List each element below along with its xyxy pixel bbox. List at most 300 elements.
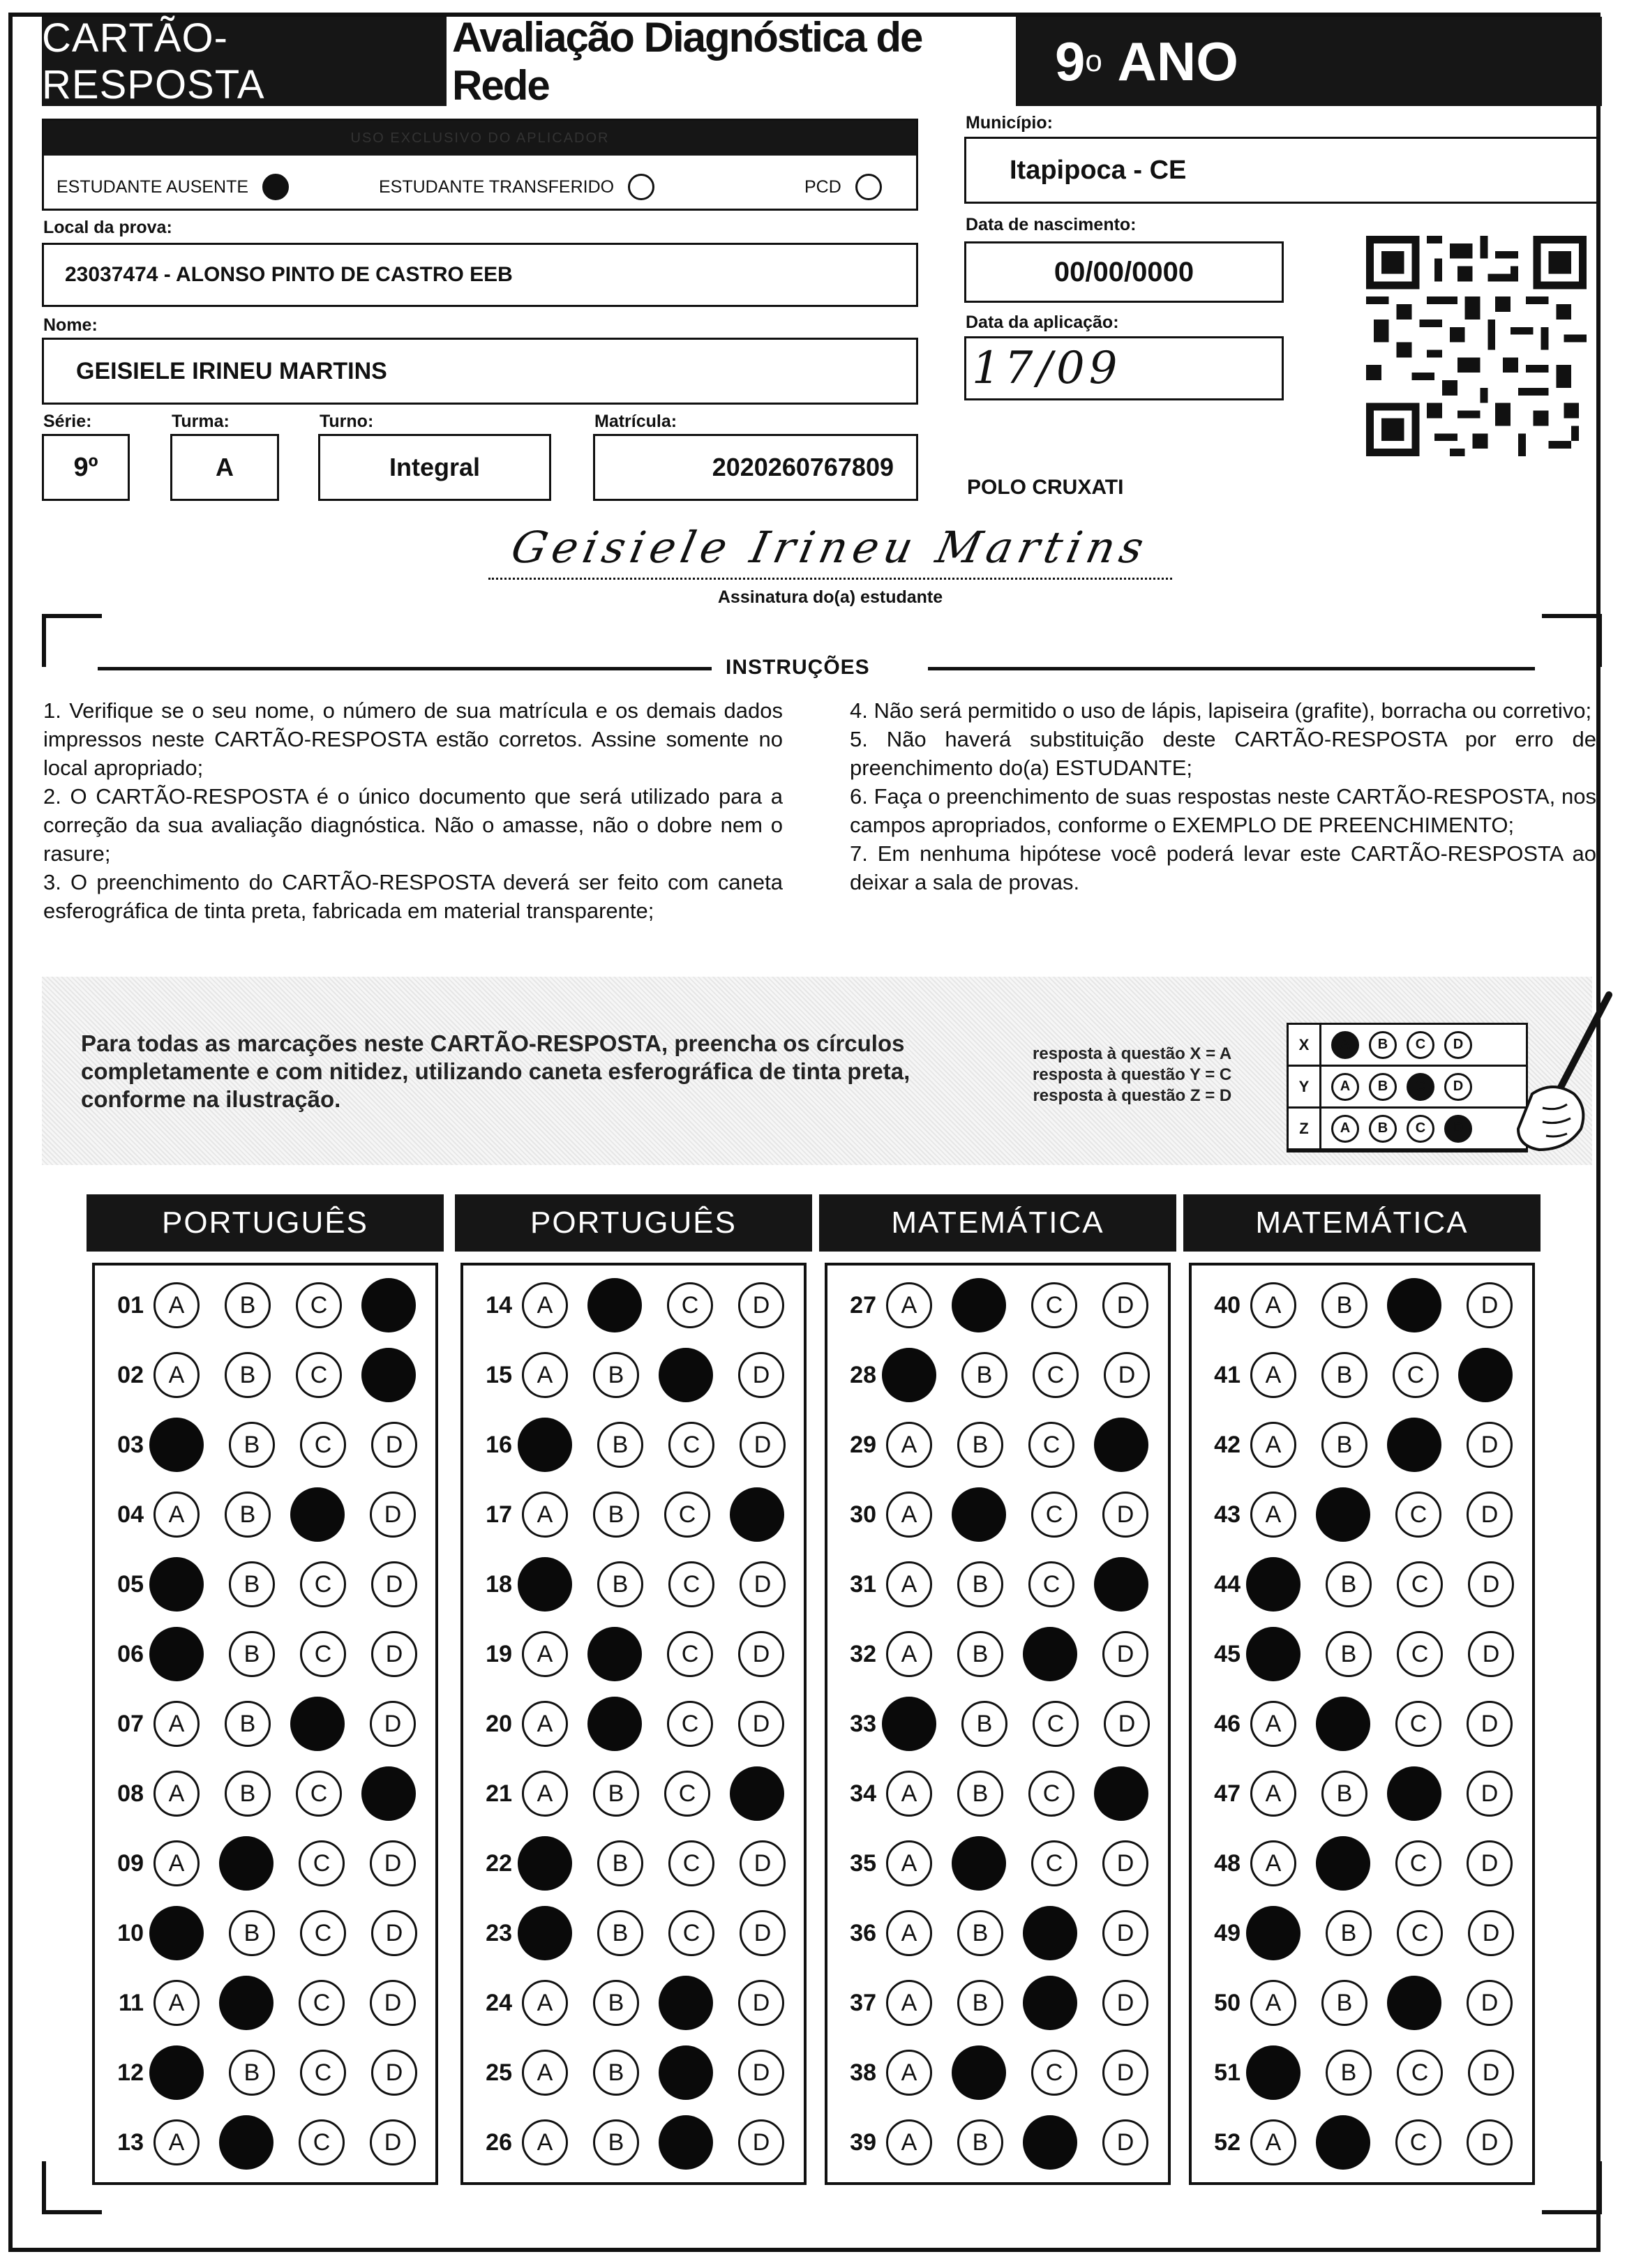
answer-bubble-b[interactable]: B — [593, 1980, 639, 2026]
answer-bubble-a[interactable]: A — [1250, 2119, 1296, 2165]
answer-bubble-a[interactable]: A — [153, 1840, 200, 1886]
question-number: 35 — [850, 1849, 876, 1877]
answer-bubble-c[interactable]: C — [299, 1840, 345, 1886]
answer-bubble-b[interactable]: B — [593, 2050, 639, 2096]
question-row — [95, 2115, 416, 2170]
answer-bubble-c[interactable]: C — [1397, 1910, 1443, 1956]
answer-bubble-b[interactable] — [1316, 1487, 1370, 1542]
answer-bubble-c[interactable]: C — [664, 1492, 710, 1538]
answer-bubble-d[interactable]: D — [370, 1701, 416, 1747]
answer-bubble-a[interactable]: A — [522, 1771, 568, 1817]
answer-bubble-b[interactable] — [1316, 2115, 1370, 2170]
answer-bubble-c[interactable] — [290, 1697, 345, 1751]
question-row — [95, 1976, 416, 2030]
answer-bubble-b[interactable]: B — [957, 2119, 1003, 2165]
answer-bubble-b[interactable] — [1316, 1836, 1370, 1891]
name-label: Nome: — [43, 315, 98, 335]
instructions-rule-left — [98, 667, 712, 670]
answer-bubble-c[interactable]: C — [299, 1980, 345, 2026]
answer-bubble-b[interactable]: B — [593, 1771, 639, 1817]
question-number: 39 — [850, 2128, 876, 2156]
answer-bubble-b[interactable]: B — [1321, 1282, 1367, 1328]
answer-bubble-d[interactable]: D — [1467, 1701, 1513, 1747]
answer-bubble-b[interactable] — [952, 1836, 1006, 1891]
answer-bubble-c[interactable]: C — [1395, 1840, 1441, 1886]
answer-bubble-c[interactable]: C — [667, 1282, 713, 1328]
answer-bubble-b[interactable]: B — [1321, 1422, 1367, 1468]
answer-bubble-d[interactable]: D — [1102, 1631, 1148, 1677]
application-date-label: Data da aplicação: — [966, 313, 1119, 332]
answer-bubble-c[interactable] — [659, 2045, 713, 2100]
instruction-item: 1. Verifique se o seu nome, o número de sua matrícula e os demais dados impressos neste CARTÃO-RESPOSTA estão corretos. Assine somente no local apropriado; — [43, 698, 783, 780]
answer-bubble-d[interactable]: D — [738, 2119, 784, 2165]
answer-bubble-d[interactable]: D — [1102, 2119, 1148, 2165]
answer-bubble-d[interactable]: D — [738, 1701, 784, 1747]
answer-bubble-b[interactable]: B — [957, 1561, 1003, 1607]
fill-example-grid — [1287, 1023, 1528, 1152]
answer-bubble-b[interactable] — [219, 2115, 273, 2170]
question-row — [95, 1487, 416, 1542]
answer-bubble-d[interactable]: D — [1468, 2050, 1514, 2096]
answer-bubble-d[interactable] — [1094, 1557, 1148, 1612]
legend-item: resposta à questão Z = D — [1033, 1086, 1232, 1105]
answer-bubble-d[interactable]: D — [1102, 2050, 1148, 2096]
answer-bubble-a[interactable]: A — [886, 2119, 932, 2165]
answer-bubble-d[interactable]: D — [740, 1910, 786, 1956]
instruction-item: 6. Faça o preenchimento de suas respostas neste CARTÃO-RESPOSTA, nos campos apropriados, conforme o EXEMPLO DE PREENCHIMENTO; — [850, 784, 1596, 837]
answer-bubble-d[interactable]: D — [738, 1980, 784, 2026]
answer-bubble-a[interactable]: A — [886, 1492, 932, 1538]
answer-bubble-d[interactable]: D — [1102, 1282, 1148, 1328]
answer-bubble-b[interactable] — [587, 1697, 642, 1751]
answer-bubble-d[interactable] — [361, 1278, 416, 1332]
answer-bubble-c[interactable]: C — [1033, 1352, 1079, 1398]
question-number: 43 — [1214, 1501, 1241, 1528]
answer-bubble-d[interactable]: D — [371, 1422, 417, 1468]
answer-bubble-b[interactable]: B — [957, 1422, 1003, 1468]
answer-bubble-d[interactable]: D — [1467, 1492, 1513, 1538]
answer-bubble-c[interactable]: C — [299, 2119, 345, 2165]
answer-bubble-a[interactable]: A — [153, 2119, 200, 2165]
answer-bubble-a[interactable]: A — [522, 1980, 568, 2026]
question-row — [1192, 1487, 1513, 1542]
answer-bubble-d[interactable]: D — [1102, 1492, 1148, 1538]
answer-bubble-b[interactable] — [219, 1836, 273, 1891]
answer-bubble-a[interactable] — [1246, 1627, 1301, 1681]
answer-bubble-a[interactable]: A — [522, 1631, 568, 1677]
answer-bubble-a[interactable]: A — [153, 1701, 200, 1747]
answer-bubble-a[interactable]: A — [886, 1840, 932, 1886]
answer-bubble-c[interactable]: C — [668, 1910, 714, 1956]
question-row — [463, 1418, 786, 1472]
answer-bubble-d[interactable]: D — [1467, 1282, 1513, 1328]
grade-ordinal: o — [1085, 44, 1102, 78]
answer-bubble-d[interactable] — [361, 1348, 416, 1402]
question-number: 50 — [1214, 1989, 1241, 2016]
example-row — [1289, 1067, 1526, 1109]
question-row — [827, 2115, 1148, 2170]
answer-bubble-b[interactable]: B — [597, 1840, 643, 1886]
instruction-item: 5. Não haverá substituição deste CARTÃO-RESPOSTA por erro de preenchimento do(a) ESTUDANTE; — [850, 727, 1596, 780]
example-row — [1289, 1025, 1526, 1067]
answer-bubble-b[interactable] — [952, 2045, 1006, 2100]
question-row — [827, 1976, 1148, 2030]
answer-bubble-d[interactable] — [730, 1766, 784, 1821]
answer-bubble-b[interactable]: B — [229, 2050, 275, 2096]
answer-bubble-a[interactable]: A — [522, 1352, 568, 1398]
instructions-rule-right — [928, 667, 1535, 670]
applicator-bar-text: USO EXCLUSIVO DO APLICADOR — [350, 130, 610, 146]
question-row — [463, 1487, 784, 1542]
answer-bubble-a[interactable]: A — [1250, 1840, 1296, 1886]
pcd-option[interactable] — [804, 174, 882, 200]
answer-bubble-c[interactable]: C — [1031, 2050, 1077, 2096]
answer-bubble-a[interactable] — [149, 1627, 204, 1681]
bracket-top-left — [42, 614, 102, 667]
answer-bubble-b[interactable]: B — [1326, 2050, 1372, 2096]
answer-bubble-b[interactable]: B — [597, 1910, 643, 1956]
question-row — [463, 1906, 786, 1960]
question-number: 22 — [486, 1849, 512, 1877]
answer-bubble-b[interactable]: B — [593, 2119, 639, 2165]
question-number: 21 — [486, 1780, 512, 1807]
answer-bubble-b[interactable]: B — [229, 1422, 275, 1468]
example-bubble: B — [1369, 1115, 1397, 1143]
answer-bubble-d[interactable]: D — [1467, 2119, 1513, 2165]
answer-bubble-a[interactable] — [1246, 1557, 1301, 1612]
answer-bubble-a[interactable]: A — [153, 1282, 200, 1328]
answer-bubble-c[interactable]: C — [1397, 1631, 1443, 1677]
answer-bubble-c[interactable]: C — [1395, 1701, 1441, 1747]
answer-bubble-b[interactable]: B — [225, 1352, 271, 1398]
instructions-right-column — [850, 696, 1596, 896]
answer-bubble-d[interactable]: D — [1467, 1980, 1513, 2026]
question-row — [1192, 1627, 1514, 1681]
question-row — [1192, 1348, 1513, 1402]
example-bubble: C — [1407, 1031, 1434, 1059]
question-row — [95, 1418, 417, 1472]
answer-bubble-d[interactable] — [1458, 1348, 1513, 1402]
question-number: 27 — [850, 1291, 876, 1319]
answer-bubble-d[interactable]: D — [1102, 1980, 1148, 2026]
legend-item: resposta à questão Y = C — [1033, 1065, 1232, 1084]
answer-bubble-b[interactable]: B — [961, 1701, 1007, 1747]
answer-bubble-b[interactable]: B — [593, 1352, 639, 1398]
answer-bubble-b[interactable]: B — [1321, 1352, 1367, 1398]
answer-bubble-a[interactable] — [518, 1418, 572, 1472]
question-number: 07 — [117, 1710, 144, 1737]
answer-bubble-a[interactable]: A — [522, 2050, 568, 2096]
question-number: 49 — [1214, 1919, 1241, 1946]
question-number: 45 — [1214, 1640, 1241, 1667]
answer-bubble-d[interactable]: D — [370, 2119, 416, 2165]
answer-bubble-b[interactable]: B — [1321, 1980, 1367, 2026]
grade-word: ANO — [1117, 30, 1238, 92]
municipio-field: Itapipoca - CE — [964, 137, 1601, 204]
answer-bubble-c[interactable] — [659, 1348, 713, 1402]
answer-bubble-a[interactable] — [518, 1557, 572, 1612]
question-row — [1192, 2045, 1514, 2100]
answer-column — [1189, 1263, 1535, 2185]
answer-bubble-a[interactable]: A — [1250, 1492, 1296, 1538]
question-row — [1192, 1697, 1513, 1751]
answer-bubble-b[interactable]: B — [957, 1980, 1003, 2026]
answer-bubble-d[interactable] — [1094, 1766, 1148, 1821]
transferred-radio[interactable] — [628, 174, 654, 200]
answer-bubble-a[interactable] — [149, 2045, 204, 2100]
answer-bubble-c[interactable]: C — [300, 1561, 346, 1607]
answer-bubble-c[interactable]: C — [1397, 2050, 1443, 2096]
answer-bubble-a[interactable]: A — [153, 1352, 200, 1398]
question-row — [1192, 1557, 1514, 1612]
answer-bubble-c[interactable]: C — [1031, 1840, 1077, 1886]
answer-bubble-b[interactable] — [952, 1278, 1006, 1332]
answer-bubble-d[interactable]: D — [740, 1561, 786, 1607]
answer-bubble-c[interactable] — [1023, 2115, 1077, 2170]
answer-bubble-d[interactable]: D — [738, 1282, 784, 1328]
answer-bubble-d[interactable]: D — [738, 2050, 784, 2096]
answer-bubble-d[interactable] — [730, 1487, 784, 1542]
question-row — [463, 2045, 784, 2100]
answer-bubble-a[interactable]: A — [153, 1492, 200, 1538]
answer-bubble-d[interactable]: D — [1467, 1771, 1513, 1817]
answer-bubble-c[interactable] — [1387, 1766, 1441, 1821]
answer-bubble-c[interactable]: C — [667, 1701, 713, 1747]
answer-bubble-c[interactable] — [659, 1976, 713, 2030]
answer-bubble-c[interactable]: C — [1031, 1492, 1077, 1538]
answer-bubble-b[interactable]: B — [225, 1492, 271, 1538]
answer-bubble-a[interactable] — [1246, 1906, 1301, 1960]
answer-bubble-b[interactable] — [219, 1976, 273, 2030]
example-row-label: X — [1289, 1025, 1321, 1065]
bracket-bottom-right — [1542, 2161, 1602, 2214]
answer-bubble-b[interactable] — [1316, 1697, 1370, 1751]
answer-bubble-d[interactable]: D — [1104, 1701, 1150, 1747]
answer-bubble-a[interactable]: A — [886, 1422, 932, 1468]
answer-bubble-b[interactable]: B — [957, 1910, 1003, 1956]
question-row — [463, 1627, 784, 1681]
answer-bubble-b[interactable]: B — [225, 1282, 271, 1328]
question-number: 23 — [486, 1919, 512, 1946]
answer-bubble-c[interactable]: C — [296, 1282, 342, 1328]
question-row — [95, 1348, 416, 1402]
answer-bubble-d[interactable]: D — [740, 1422, 786, 1468]
answer-bubble-a[interactable] — [518, 1906, 572, 1960]
answer-bubble-d[interactable]: D — [738, 1352, 784, 1398]
answer-bubble-a[interactable]: A — [886, 1910, 932, 1956]
answer-bubble-a[interactable]: A — [1250, 1701, 1296, 1747]
answer-bubble-c[interactable]: C — [664, 1771, 710, 1817]
answer-bubble-c[interactable] — [1023, 1976, 1077, 2030]
answer-bubble-a[interactable] — [1246, 2045, 1301, 2100]
answer-bubble-d[interactable]: D — [1102, 1840, 1148, 1886]
answer-bubble-d[interactable]: D — [371, 1910, 417, 1956]
transferred-option[interactable] — [379, 174, 654, 200]
answer-bubble-d[interactable]: D — [370, 1980, 416, 2026]
answer-bubble-b[interactable]: B — [961, 1352, 1007, 1398]
answer-bubble-b[interactable]: B — [597, 1422, 643, 1468]
answer-bubble-a[interactable]: A — [522, 1701, 568, 1747]
signature-handwriting: Geisiele Irineu Martins — [507, 522, 1154, 573]
answer-bubble-a[interactable]: A — [1250, 1771, 1296, 1817]
question-row — [95, 1278, 416, 1332]
answer-bubble-a[interactable]: A — [886, 2050, 932, 2096]
example-bubble: A — [1331, 1031, 1359, 1059]
absent-option[interactable] — [57, 174, 289, 200]
question-number: 28 — [850, 1361, 876, 1388]
matricula-label: Matrícula: — [594, 412, 677, 431]
answer-bubble-d[interactable]: D — [371, 2050, 417, 2096]
answer-bubble-b[interactable]: B — [229, 1910, 275, 1956]
signature-area[interactable] — [488, 522, 1172, 585]
answer-bubble-c[interactable]: C — [1395, 1492, 1441, 1538]
legend-item: resposta à questão X = A — [1033, 1044, 1232, 1063]
fill-example-panel — [42, 977, 1592, 1165]
answer-bubble-a[interactable]: A — [522, 1492, 568, 1538]
answer-bubble-d[interactable]: D — [1468, 1631, 1514, 1677]
instructions-title: INSTRUÇÕES — [726, 656, 870, 679]
answer-bubble-b[interactable]: B — [225, 1771, 271, 1817]
answer-bubble-d[interactable]: D — [1102, 1910, 1148, 1956]
answer-bubble-b[interactable] — [587, 1627, 642, 1681]
answer-bubble-a[interactable]: A — [886, 1980, 932, 2026]
question-row — [463, 2115, 784, 2170]
answer-bubble-a[interactable]: A — [153, 1980, 200, 2026]
question-number: 46 — [1214, 1710, 1241, 1737]
answer-column — [825, 1263, 1171, 2185]
answer-bubble-c[interactable]: C — [1397, 1561, 1443, 1607]
question-number: 38 — [850, 2059, 876, 2086]
question-number: 06 — [117, 1640, 144, 1667]
answer-bubble-b[interactable]: B — [225, 1701, 271, 1747]
answer-bubble-d[interactable]: D — [740, 1840, 786, 1886]
answer-bubble-b[interactable]: B — [229, 1561, 275, 1607]
answer-bubble-c[interactable] — [1023, 1627, 1077, 1681]
answer-bubble-c[interactable]: C — [300, 1631, 346, 1677]
answer-bubble-d[interactable]: D — [370, 1492, 416, 1538]
question-number: 01 — [117, 1291, 144, 1319]
absent-radio[interactable] — [262, 174, 289, 200]
answer-bubble-a[interactable]: A — [1250, 1282, 1296, 1328]
answer-bubble-a[interactable] — [149, 1557, 204, 1612]
question-row — [95, 1906, 417, 1960]
answer-bubble-b[interactable]: B — [1326, 1910, 1372, 1956]
answer-bubble-b[interactable]: B — [1326, 1561, 1372, 1607]
answer-bubble-b[interactable]: B — [957, 1631, 1003, 1677]
answer-bubble-c[interactable]: C — [668, 1422, 714, 1468]
answer-bubble-d[interactable]: D — [1104, 1352, 1150, 1398]
instruction-item: 7. Em nenhuma hipótese você poderá levar este CARTÃO-RESPOSTA ao deixar a sala de provas. — [850, 841, 1596, 894]
answer-bubble-c[interactable]: C — [667, 1631, 713, 1677]
answer-bubble-b[interactable] — [587, 1278, 642, 1332]
answer-column — [92, 1263, 438, 2185]
pcd-radio[interactable] — [855, 174, 882, 200]
answer-bubble-b[interactable] — [952, 1487, 1006, 1542]
question-row — [463, 1766, 784, 1821]
answer-bubble-a[interactable]: A — [522, 1282, 568, 1328]
answer-bubble-d[interactable]: D — [738, 1631, 784, 1677]
answer-bubble-c[interactable] — [1387, 1418, 1441, 1472]
answer-bubble-c[interactable]: C — [296, 1771, 342, 1817]
local-label: Local da prova: — [43, 218, 172, 237]
answer-bubble-a[interactable] — [149, 1906, 204, 1960]
answer-bubble-d[interactable] — [1094, 1418, 1148, 1472]
question-row — [827, 1906, 1148, 1960]
answer-bubble-a[interactable]: A — [886, 1631, 932, 1677]
answer-bubble-a[interactable]: A — [153, 1771, 200, 1817]
answer-bubble-c[interactable] — [1387, 1976, 1441, 2030]
answer-bubble-b[interactable]: B — [593, 1492, 639, 1538]
answer-bubble-c[interactable]: C — [1393, 1352, 1439, 1398]
answer-bubble-c[interactable] — [659, 2115, 713, 2170]
answer-bubble-c[interactable]: C — [1033, 1701, 1079, 1747]
answer-bubble-c[interactable] — [1023, 1906, 1077, 1960]
applicator-status-box — [42, 119, 918, 211]
answer-bubble-a[interactable]: A — [1250, 1980, 1296, 2026]
answer-bubble-d[interactable]: D — [1468, 1561, 1514, 1607]
answer-bubble-b[interactable]: B — [1321, 1771, 1367, 1817]
answer-bubble-a[interactable] — [882, 1697, 936, 1751]
question-number: 09 — [117, 1849, 144, 1877]
question-row — [1192, 1766, 1513, 1821]
example-row-label: Y — [1289, 1067, 1321, 1106]
answer-bubble-c[interactable]: C — [668, 1561, 714, 1607]
application-date-field: 17/09 — [964, 336, 1284, 400]
answer-bubble-c[interactable]: C — [300, 1422, 346, 1468]
answer-bubble-d[interactable]: D — [1467, 1422, 1513, 1468]
answer-bubble-b[interactable]: B — [957, 1771, 1003, 1817]
answer-bubble-c[interactable]: C — [1031, 1282, 1077, 1328]
answer-bubble-a[interactable] — [882, 1348, 936, 1402]
answer-bubble-d[interactable]: D — [1468, 1910, 1514, 1956]
answer-bubble-c[interactable] — [290, 1487, 345, 1542]
answer-bubble-b[interactable]: B — [229, 1631, 275, 1677]
answer-bubble-d[interactable]: D — [371, 1631, 417, 1677]
answer-bubble-d[interactable] — [361, 1766, 416, 1821]
answer-bubble-a[interactable]: A — [886, 1282, 932, 1328]
fill-example-text: Para todas as marcações neste CARTÃO-RESPOSTA, preencha os círculos completamente e com nitidez, utilizando caneta esferográfica de tinta preta, conforme na ilustração. — [81, 1030, 910, 1112]
subject-header: PORTUGUÊS — [455, 1194, 812, 1252]
answer-bubble-d[interactable]: D — [1467, 1840, 1513, 1886]
answer-bubble-a[interactable]: A — [886, 1771, 932, 1817]
question-number: 19 — [486, 1640, 512, 1667]
answer-bubble-a[interactable]: A — [1250, 1422, 1296, 1468]
answer-bubble-d[interactable]: D — [371, 1561, 417, 1607]
answer-bubble-c[interactable] — [1387, 1278, 1441, 1332]
question-row — [95, 1627, 417, 1681]
answer-bubble-a[interactable]: A — [522, 2119, 568, 2165]
answer-bubble-c[interactable]: C — [300, 1910, 346, 1956]
pen-hand-icon — [1504, 989, 1616, 1157]
absent-label: ESTUDANTE AUSENTE — [57, 177, 249, 197]
answer-bubble-c[interactable]: C — [668, 1840, 714, 1886]
answer-bubble-c[interactable]: C — [300, 2050, 346, 2096]
example-row — [1289, 1109, 1526, 1150]
answer-bubble-a[interactable]: A — [1250, 1352, 1296, 1398]
answer-bubble-a[interactable]: A — [886, 1561, 932, 1607]
answer-bubble-c[interactable]: C — [296, 1352, 342, 1398]
answer-bubble-c[interactable]: C — [1028, 1422, 1074, 1468]
answer-bubble-a[interactable] — [149, 1418, 204, 1472]
question-number: 14 — [486, 1291, 512, 1319]
answer-bubble-b[interactable]: B — [597, 1561, 643, 1607]
answer-bubble-c[interactable]: C — [1028, 1561, 1074, 1607]
answer-bubble-d[interactable]: D — [370, 1840, 416, 1886]
answer-bubble-c[interactable]: C — [1028, 1771, 1074, 1817]
answer-bubble-c[interactable]: C — [1395, 2119, 1441, 2165]
answer-bubble-a[interactable] — [518, 1836, 572, 1891]
answer-bubble-b[interactable]: B — [1326, 1631, 1372, 1677]
